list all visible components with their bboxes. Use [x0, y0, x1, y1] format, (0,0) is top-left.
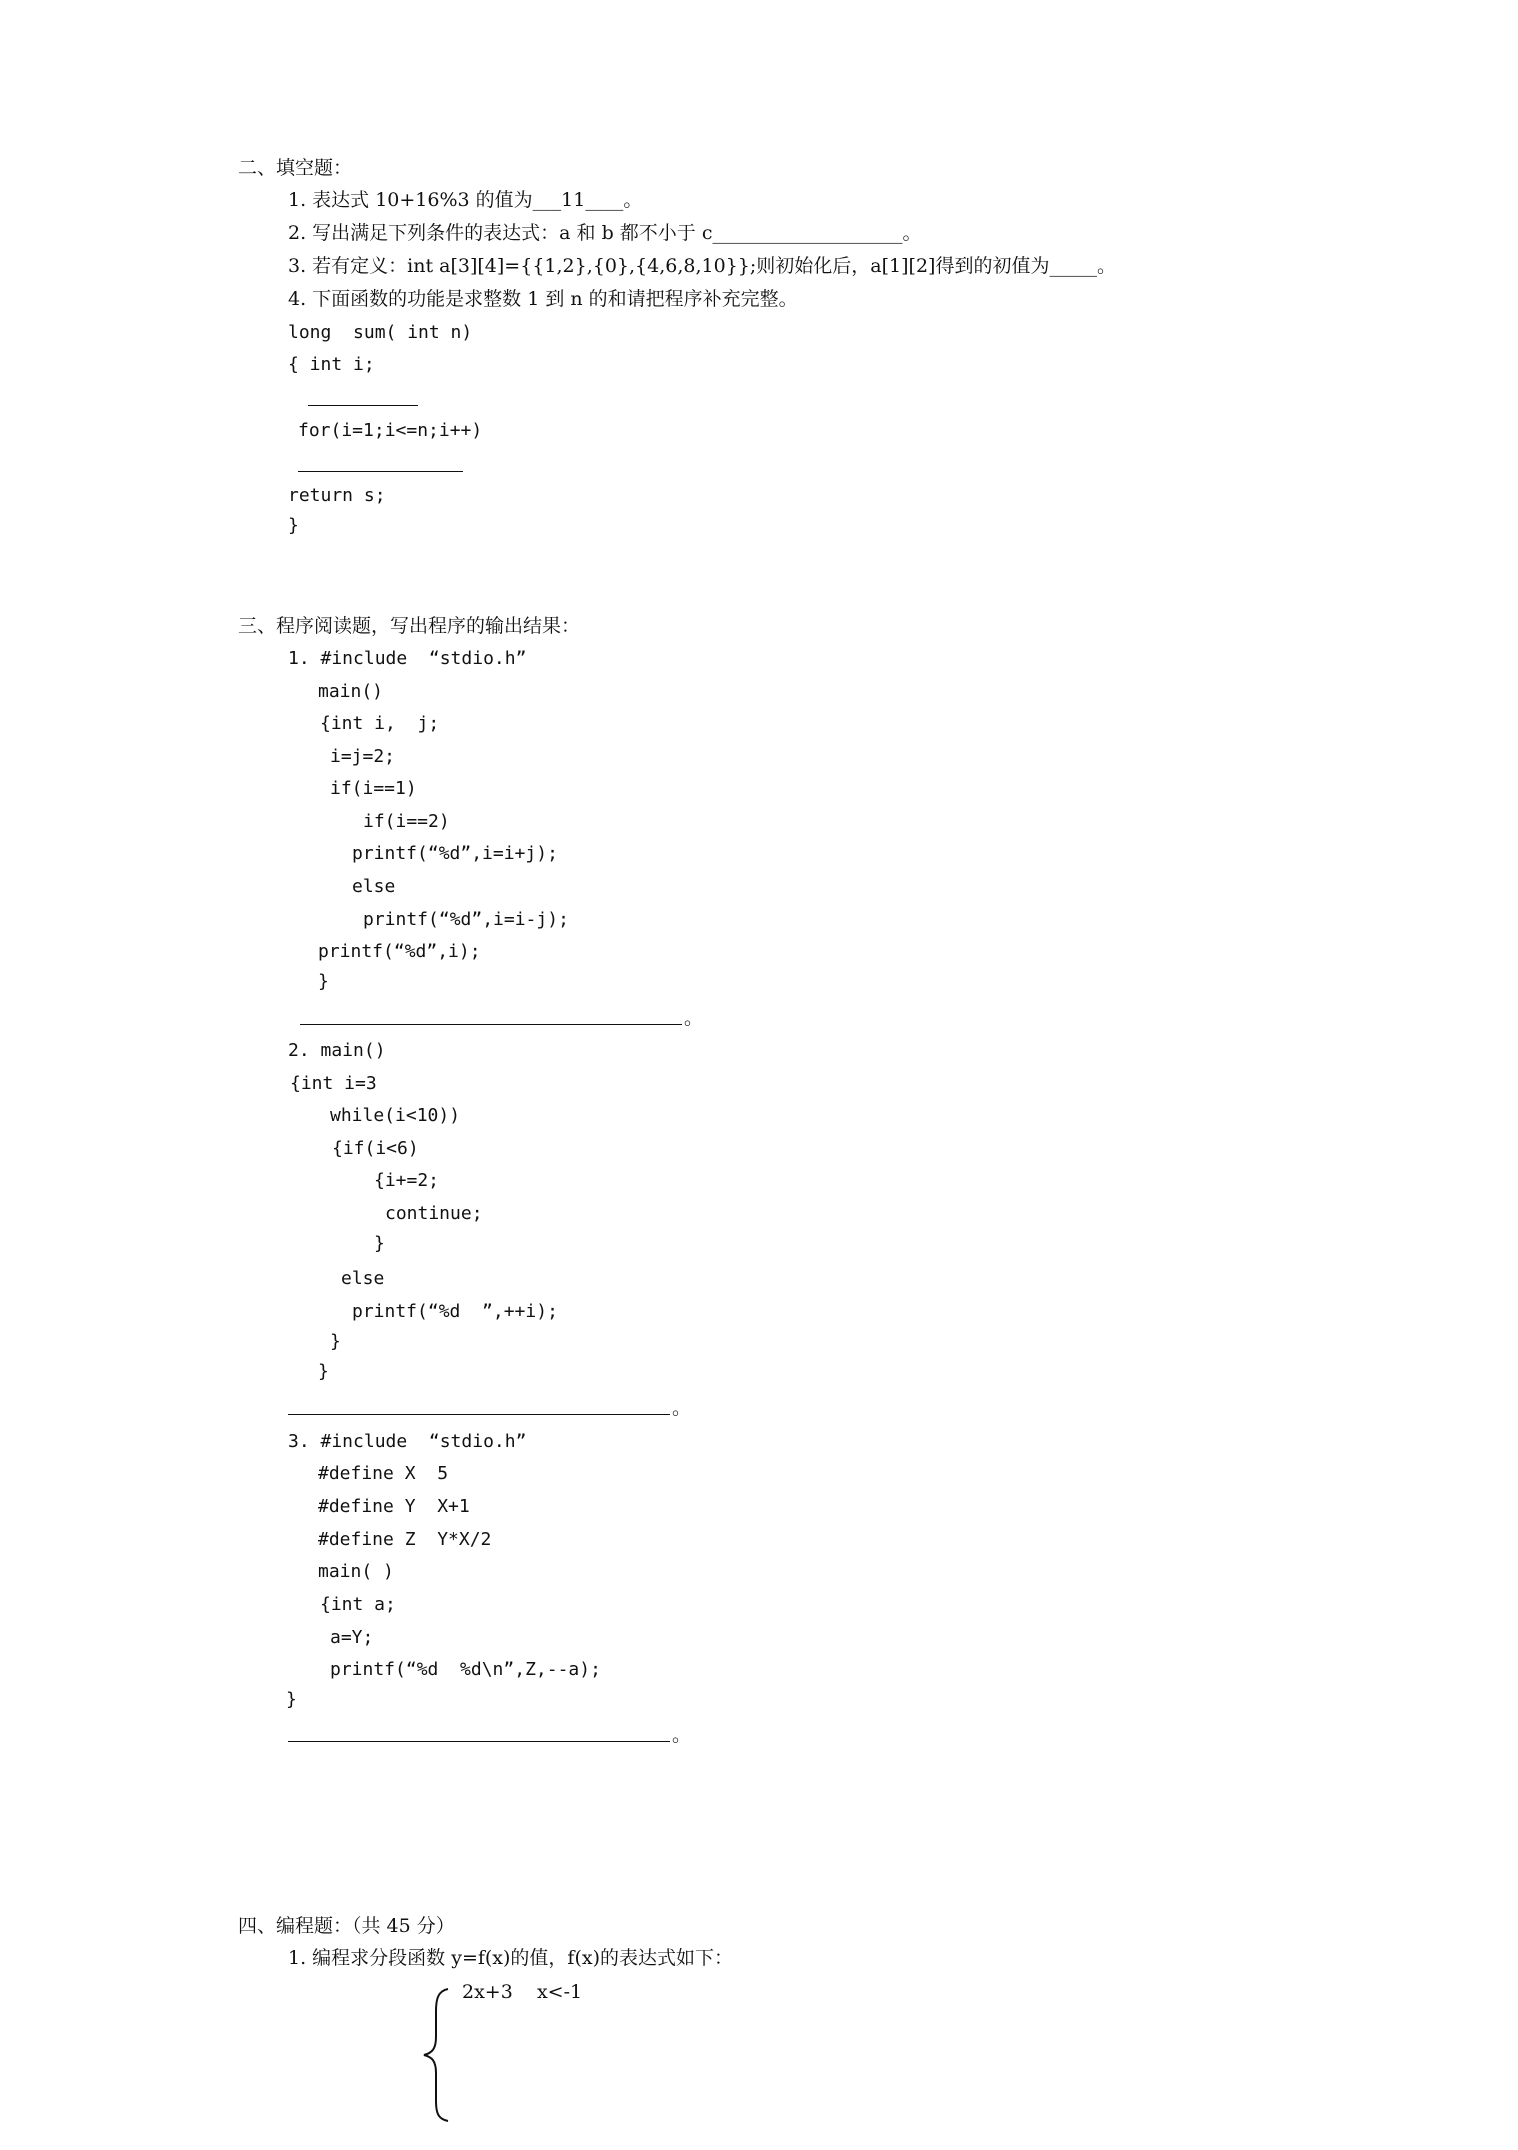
answer-end: 。	[672, 1397, 692, 1419]
program-1-line: printf(“%d”,i=i-j);	[363, 909, 569, 930]
code-line: long sum( int n)	[288, 322, 473, 343]
piecewise-case-1: 2x+3 x<-1	[462, 1981, 583, 2003]
program-2-line: {i+=2;	[374, 1170, 440, 1191]
answer-end: 。	[672, 1724, 692, 1746]
program-1-line: if(i==2)	[363, 811, 450, 832]
piecewise-brace-icon	[420, 1985, 460, 2125]
program-3-line: #define Z Y*X/2	[318, 1529, 492, 1550]
program-2-line: printf(“%d ”,++i);	[352, 1301, 558, 1322]
section4-heading: 四、编程题：（共 45 分）	[238, 1915, 455, 1937]
section3-heading: 三、程序阅读题，写出程序的输出结果：	[238, 615, 581, 637]
program-3-line: }	[286, 1689, 297, 1710]
program-3-line: #define X 5	[318, 1463, 449, 1484]
program-2-line: }	[330, 1331, 341, 1352]
section2-heading: 二、填空题：	[238, 157, 353, 179]
program-3-line: printf(“%d %d\n”,Z,--a);	[330, 1659, 601, 1680]
program-1-line: printf(“%d”,i);	[318, 941, 481, 962]
program-1-line: main()	[318, 681, 384, 702]
code-line: }	[288, 515, 299, 536]
code-line: return s;	[288, 485, 386, 506]
answer-blank[interactable]	[288, 1414, 670, 1415]
program-1-line: {int i, j;	[320, 713, 440, 734]
program-2-line: 2. main()	[288, 1040, 386, 1061]
question-2-4: 4. 下面函数的功能是求整数 1 到 n 的和请把程序补充完整。	[288, 288, 798, 310]
answer-blank[interactable]	[288, 1741, 670, 1742]
question-4-1: 1. 编程求分段函数 y=f(x)的值，f(x)的表达式如下：	[288, 1947, 734, 1969]
answer-blank[interactable]	[308, 405, 418, 406]
program-2-line: }	[374, 1233, 385, 1254]
program-2-line: while(i<10))	[330, 1105, 461, 1126]
code-line: { int i;	[288, 354, 375, 375]
program-1-line: i=j=2;	[330, 746, 396, 767]
answer-blank[interactable]	[298, 471, 463, 472]
question-2-1: 1. 表达式 10+16%3 的值为___11____。	[288, 189, 643, 211]
program-2-line: {if(i<6)	[332, 1138, 419, 1159]
answer-blank[interactable]	[300, 1024, 682, 1025]
question-2-3: 3. 若有定义：int a[3][4]={{1,2},{0},{4,6,8,10}};则初始化后，a[1][2]得到的初值为_____。	[288, 255, 1116, 277]
answer-end: 。	[684, 1007, 704, 1029]
program-3-line: 3. #include “stdio.h”	[288, 1431, 527, 1452]
program-3-line: main( )	[318, 1561, 394, 1582]
program-1-line: printf(“%d”,i=i+j);	[352, 843, 558, 864]
program-3-line: #define Y X+1	[318, 1496, 470, 1517]
program-1-line: if(i==1)	[330, 778, 417, 799]
program-1-line: else	[352, 876, 396, 897]
program-3-line: a=Y;	[330, 1627, 374, 1648]
code-line: for(i=1;i<=n;i++)	[298, 420, 483, 441]
program-2-line: }	[318, 1361, 329, 1382]
program-2-line: {int i=3	[290, 1073, 377, 1094]
program-2-line: continue;	[385, 1203, 483, 1224]
program-2-line: else	[341, 1268, 385, 1289]
program-3-line: {int a;	[320, 1594, 396, 1615]
question-2-2: 2. 写出满足下列条件的表达式：a 和 b 都不小于 c____________________。	[288, 222, 922, 244]
program-1-line: 1. #include “stdio.h”	[288, 648, 527, 669]
program-1-line: }	[318, 971, 329, 992]
